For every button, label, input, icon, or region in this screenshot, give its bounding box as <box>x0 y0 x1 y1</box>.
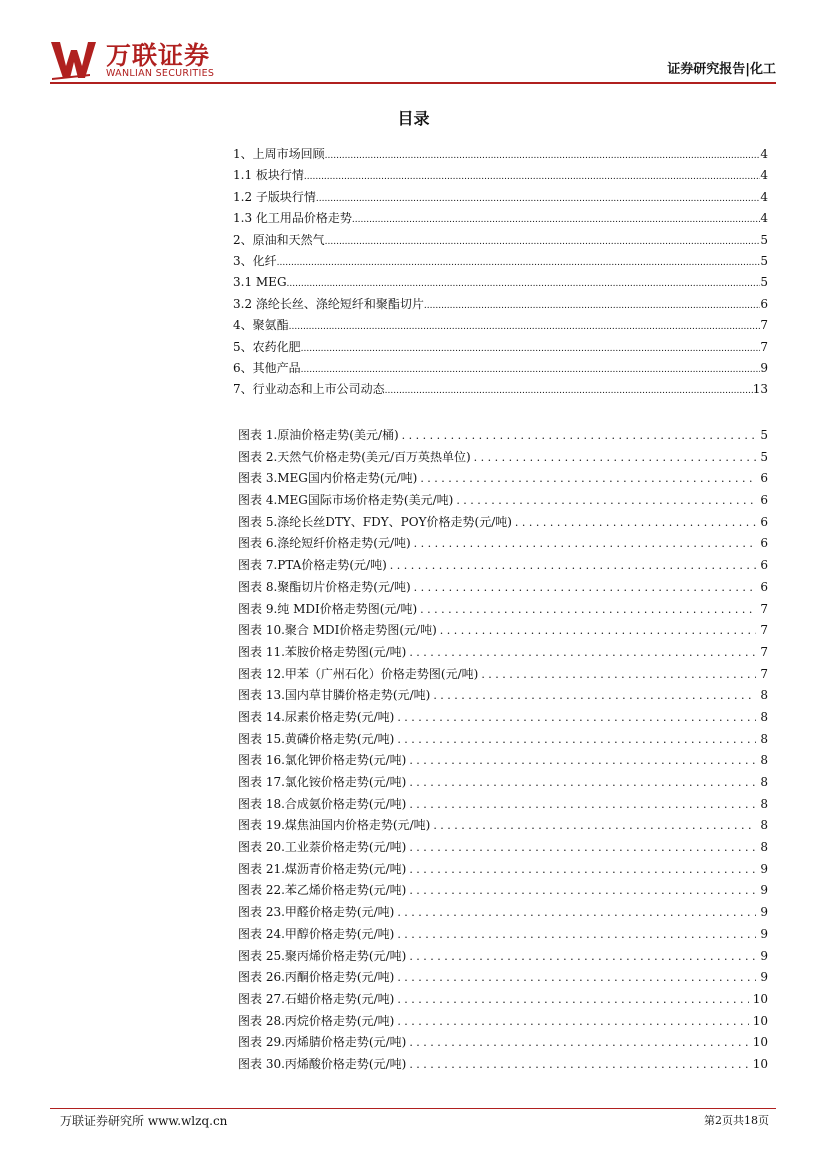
figure-entry-label: 图表 29.丙烯腈价格走势(元/吨) <box>238 1035 407 1050</box>
dot-leader <box>437 620 757 642</box>
dot-leader <box>325 230 761 253</box>
figure-entry-label: 图表 5.涤纶长丝DTY、FDY、POY价格走势(元/吨) <box>238 514 512 529</box>
figure-entry-label: 图表 14.尿素价格走势(元/吨) <box>238 709 395 724</box>
figure-list <box>238 425 768 1076</box>
toc-entry-page: 4 <box>760 147 768 161</box>
dot-leader <box>406 946 756 968</box>
figure-entry[interactable] <box>238 685 768 707</box>
figure-entry[interactable] <box>238 750 768 772</box>
figure-entry-label: 图表 19.煤焦油国内价格走势(元/吨) <box>238 818 431 833</box>
figure-entry[interactable] <box>238 880 768 902</box>
dot-leader <box>411 533 757 555</box>
figure-entry-page: 7 <box>760 666 768 681</box>
toc-list <box>233 144 768 401</box>
figure-entry-page: 8 <box>760 840 768 855</box>
figure-entry-label: 图表 15.黄磷价格走势(元/吨) <box>238 731 395 746</box>
dot-leader <box>304 165 760 188</box>
toc-entry[interactable] <box>233 315 768 336</box>
figure-entry[interactable] <box>238 555 768 577</box>
dot-leader <box>424 294 760 317</box>
figure-entry[interactable] <box>238 512 768 534</box>
dot-leader <box>387 555 757 577</box>
dot-leader <box>289 315 761 338</box>
toc-entry-page: 7 <box>760 339 768 354</box>
toc-entry-page: 4 <box>760 189 768 204</box>
dot-leader <box>325 144 761 167</box>
figure-entry[interactable] <box>238 772 768 794</box>
dot-leader <box>411 577 757 599</box>
figure-entry-label: 图表 24.甲醇价格走势(元/吨) <box>238 926 395 941</box>
toc-entry[interactable] <box>233 337 768 358</box>
figure-entry[interactable] <box>238 425 768 447</box>
toc-entry-label: 3.1 MEG <box>233 275 287 290</box>
logo-text-cn: 万联证券 <box>106 41 211 70</box>
toc-title: 目录 <box>397 109 430 128</box>
figure-entry-label: 图表 12.甲苯（广州石化）价格走势图(元/吨) <box>238 666 479 681</box>
figure-entry-page: 9 <box>760 905 768 920</box>
footer-divider <box>50 1108 776 1109</box>
figure-entry-label: 图表 25.聚丙烯价格走势(元/吨) <box>238 948 407 963</box>
dot-leader <box>512 512 756 534</box>
figure-entry-page: 7 <box>760 601 768 616</box>
page-header <box>50 40 776 82</box>
dot-leader <box>406 642 756 664</box>
dot-leader <box>406 859 756 881</box>
figure-entry-page: 6 <box>760 514 768 529</box>
figure-entry[interactable] <box>238 620 768 642</box>
toc-entry[interactable] <box>233 379 768 400</box>
dot-leader <box>394 902 756 924</box>
figure-entry-page: 7 <box>760 623 768 638</box>
figure-entry[interactable] <box>238 447 768 469</box>
figure-entry-page: 8 <box>760 753 768 768</box>
figure-entry[interactable] <box>238 707 768 729</box>
figure-entry-page: 6 <box>760 493 768 508</box>
toc-entry-page: 5 <box>760 275 768 290</box>
figure-entry[interactable] <box>238 967 768 989</box>
figure-entry-label: 图表 11.苯胺价格走势图(元/吨) <box>238 644 407 659</box>
figure-entry[interactable] <box>238 490 768 512</box>
figure-entry[interactable] <box>238 577 768 599</box>
figure-entry-label: 图表 8.聚酯切片价格走势(元/吨) <box>238 579 411 594</box>
dot-leader <box>453 490 756 512</box>
footer-source: 万联证券研究所 www.wlzq.cn <box>60 1114 228 1128</box>
dot-leader <box>430 685 756 707</box>
figure-entry-label: 图表 10.聚合 MDI价格走势图(元/吨) <box>238 623 437 638</box>
figure-entry-label: 图表 28.丙烷价格走势(元/吨) <box>238 1013 395 1028</box>
figure-entry[interactable] <box>238 924 768 946</box>
toc-entry-label: 7、行业动态和上市公司动态 <box>233 382 385 397</box>
dot-leader <box>316 187 760 210</box>
figure-entry-page: 5 <box>760 449 768 464</box>
figure-entry[interactable] <box>238 599 768 621</box>
dot-leader <box>301 337 761 360</box>
figure-entry-label: 图表 20.工业萘价格走势(元/吨) <box>238 840 407 855</box>
figure-entry-label: 图表 23.甲醛价格走势(元/吨) <box>238 905 395 920</box>
dot-leader <box>430 815 756 837</box>
toc-entry[interactable] <box>233 187 768 208</box>
dot-leader <box>406 880 756 902</box>
figure-entry-page: 6 <box>760 579 768 594</box>
dot-leader <box>394 989 748 1011</box>
logo-text-en: WANLIAN SECURITIES <box>106 68 215 79</box>
dot-leader <box>471 447 757 469</box>
figure-entry-label: 图表 27.石蜡价格走势(元/吨) <box>238 991 395 1006</box>
toc-entry[interactable] <box>233 358 768 379</box>
figure-entry[interactable] <box>238 902 768 924</box>
figure-entry-page: 8 <box>760 775 768 789</box>
toc-entry-page: 4 <box>760 211 768 226</box>
dot-leader <box>406 750 756 772</box>
toc-entry-label: 1、上周市场回顾 <box>233 147 325 161</box>
dot-leader <box>287 272 761 295</box>
figure-entry[interactable] <box>238 468 768 490</box>
dot-leader <box>478 664 756 686</box>
toc-entry-label: 6、其他产品 <box>233 360 301 375</box>
figure-entry[interactable] <box>238 642 768 664</box>
figure-entry[interactable] <box>238 946 768 968</box>
figure-entry-page: 10 <box>752 1013 768 1028</box>
dot-leader <box>394 729 756 751</box>
toc-entry[interactable] <box>233 294 768 315</box>
figure-entry-page: 9 <box>760 861 768 876</box>
toc-entry[interactable] <box>233 230 768 251</box>
dot-leader <box>394 924 756 946</box>
toc-entry-page: 9 <box>760 360 768 375</box>
figure-entry[interactable] <box>238 794 768 816</box>
figure-entry-page: 7 <box>760 644 768 659</box>
figure-entry-page: 9 <box>760 970 768 985</box>
figure-entry-page: 9 <box>760 926 768 941</box>
toc-entry-label: 3、化纤 <box>233 253 277 268</box>
figure-entry-label: 图表 16.氯化钾价格走势(元/吨) <box>238 753 407 768</box>
figure-entry[interactable] <box>238 989 768 1011</box>
toc-entry-page: 4 <box>760 168 768 183</box>
toc-entry-label: 2、原油和天然气 <box>233 232 325 247</box>
dot-leader <box>417 599 756 621</box>
figure-entry-label: 图表 26.丙酮价格走势(元/吨) <box>238 970 395 985</box>
toc-entry-label: 1.3 化工用品价格走势 <box>233 211 352 226</box>
dot-leader <box>406 837 756 859</box>
toc-entry-label: 4、聚氨酯 <box>233 318 289 333</box>
figure-entry[interactable] <box>238 815 768 837</box>
figure-entry[interactable] <box>238 837 768 859</box>
figure-entry-label: 图表 22.苯乙烯价格走势(元/吨) <box>238 883 407 898</box>
page-number: 第2页共18页 <box>704 1114 769 1127</box>
figure-entry-label: 图表 9.纯 MDI价格走势图(元/吨) <box>238 601 418 616</box>
toc-entry[interactable] <box>233 251 768 272</box>
dot-leader <box>406 772 756 794</box>
toc-entry[interactable] <box>233 165 768 186</box>
figure-entry-label: 图表 1.原油价格走势(美元/桶) <box>238 428 399 442</box>
figure-entry-page: 6 <box>760 536 768 551</box>
dot-leader <box>394 967 756 989</box>
toc-entry[interactable] <box>233 208 768 229</box>
figure-entry-label: 图表 18.合成氨价格走势(元/吨) <box>238 796 407 811</box>
report-label: 证券研究报告|化工 <box>667 62 776 77</box>
figure-entry-page: 10 <box>752 991 768 1006</box>
dot-leader <box>301 358 761 381</box>
figure-entry-label: 图表 4.MEG国际市场价格走势(美元/吨) <box>238 493 454 508</box>
toc-entry-page: 6 <box>760 296 768 311</box>
toc-entry-page: 5 <box>760 253 768 268</box>
dot-leader <box>399 425 757 447</box>
dot-leader <box>385 379 753 402</box>
figure-entry-label: 图表 21.煤沥青价格走势(元/吨) <box>238 861 407 876</box>
toc-entry-page: 13 <box>752 382 768 397</box>
dot-leader <box>406 794 756 816</box>
toc-entry-page: 7 <box>760 318 768 333</box>
figure-entry[interactable] <box>238 729 768 751</box>
figure-entry-page: 6 <box>760 558 768 573</box>
toc-entry-label: 3.2 涤纶长丝、涤纶短纤和聚酯切片 <box>233 296 424 311</box>
figure-entry[interactable] <box>238 664 768 686</box>
wanlian-logo-icon <box>50 40 96 80</box>
dot-leader <box>352 208 760 231</box>
figure-entry-page: 8 <box>760 709 768 724</box>
dot-leader <box>406 1054 748 1076</box>
figure-entry-page: 10 <box>752 1056 768 1071</box>
dot-leader <box>417 468 756 490</box>
figure-entry-page: 9 <box>760 883 768 898</box>
figure-entry-page: 8 <box>760 796 768 811</box>
figure-entry-label: 图表 2.天然气价格走势(美元/百万英热单位) <box>238 449 471 464</box>
figure-entry-page: 5 <box>760 428 768 442</box>
dot-leader <box>277 251 761 274</box>
figure-entry[interactable] <box>238 1032 768 1054</box>
figure-entry[interactable] <box>238 859 768 881</box>
figure-entry-page: 10 <box>752 1035 768 1050</box>
toc-entry-label: 5、农药化肥 <box>233 339 301 354</box>
figure-entry-page: 8 <box>760 731 768 746</box>
figure-entry[interactable] <box>238 533 768 555</box>
dot-leader <box>406 1032 748 1054</box>
header-divider <box>50 82 776 84</box>
dot-leader <box>394 1011 748 1033</box>
figure-entry[interactable] <box>238 1054 768 1076</box>
dot-leader <box>394 707 756 729</box>
toc-entry[interactable] <box>233 144 768 165</box>
figure-entry-label: 图表 30.丙烯酸价格走势(元/吨) <box>238 1056 407 1071</box>
figure-entry-label: 图表 7.PTA价格走势(元/吨) <box>238 558 387 573</box>
figure-entry-label: 图表 13.国内草甘膦价格走势(元/吨) <box>238 688 431 703</box>
figure-entry-page: 8 <box>760 818 768 833</box>
toc-entry-page: 5 <box>760 232 768 247</box>
figure-entry-label: 图表 17.氯化铵价格走势(元/吨) <box>238 775 407 789</box>
toc-entry-label: 1.2 子版块行情 <box>233 189 316 204</box>
figure-entry-label: 图表 6.涤纶短纤价格走势(元/吨) <box>238 536 411 551</box>
figure-entry-page: 8 <box>760 688 768 703</box>
figure-entry-page: 9 <box>760 948 768 963</box>
figure-entry-label: 图表 3.MEG国内价格走势(元/吨) <box>238 471 418 486</box>
figure-entry[interactable] <box>238 1011 768 1033</box>
figure-entry-page: 6 <box>760 471 768 486</box>
toc-entry[interactable] <box>233 272 768 293</box>
toc-entry-label: 1.1 板块行情 <box>233 168 304 183</box>
